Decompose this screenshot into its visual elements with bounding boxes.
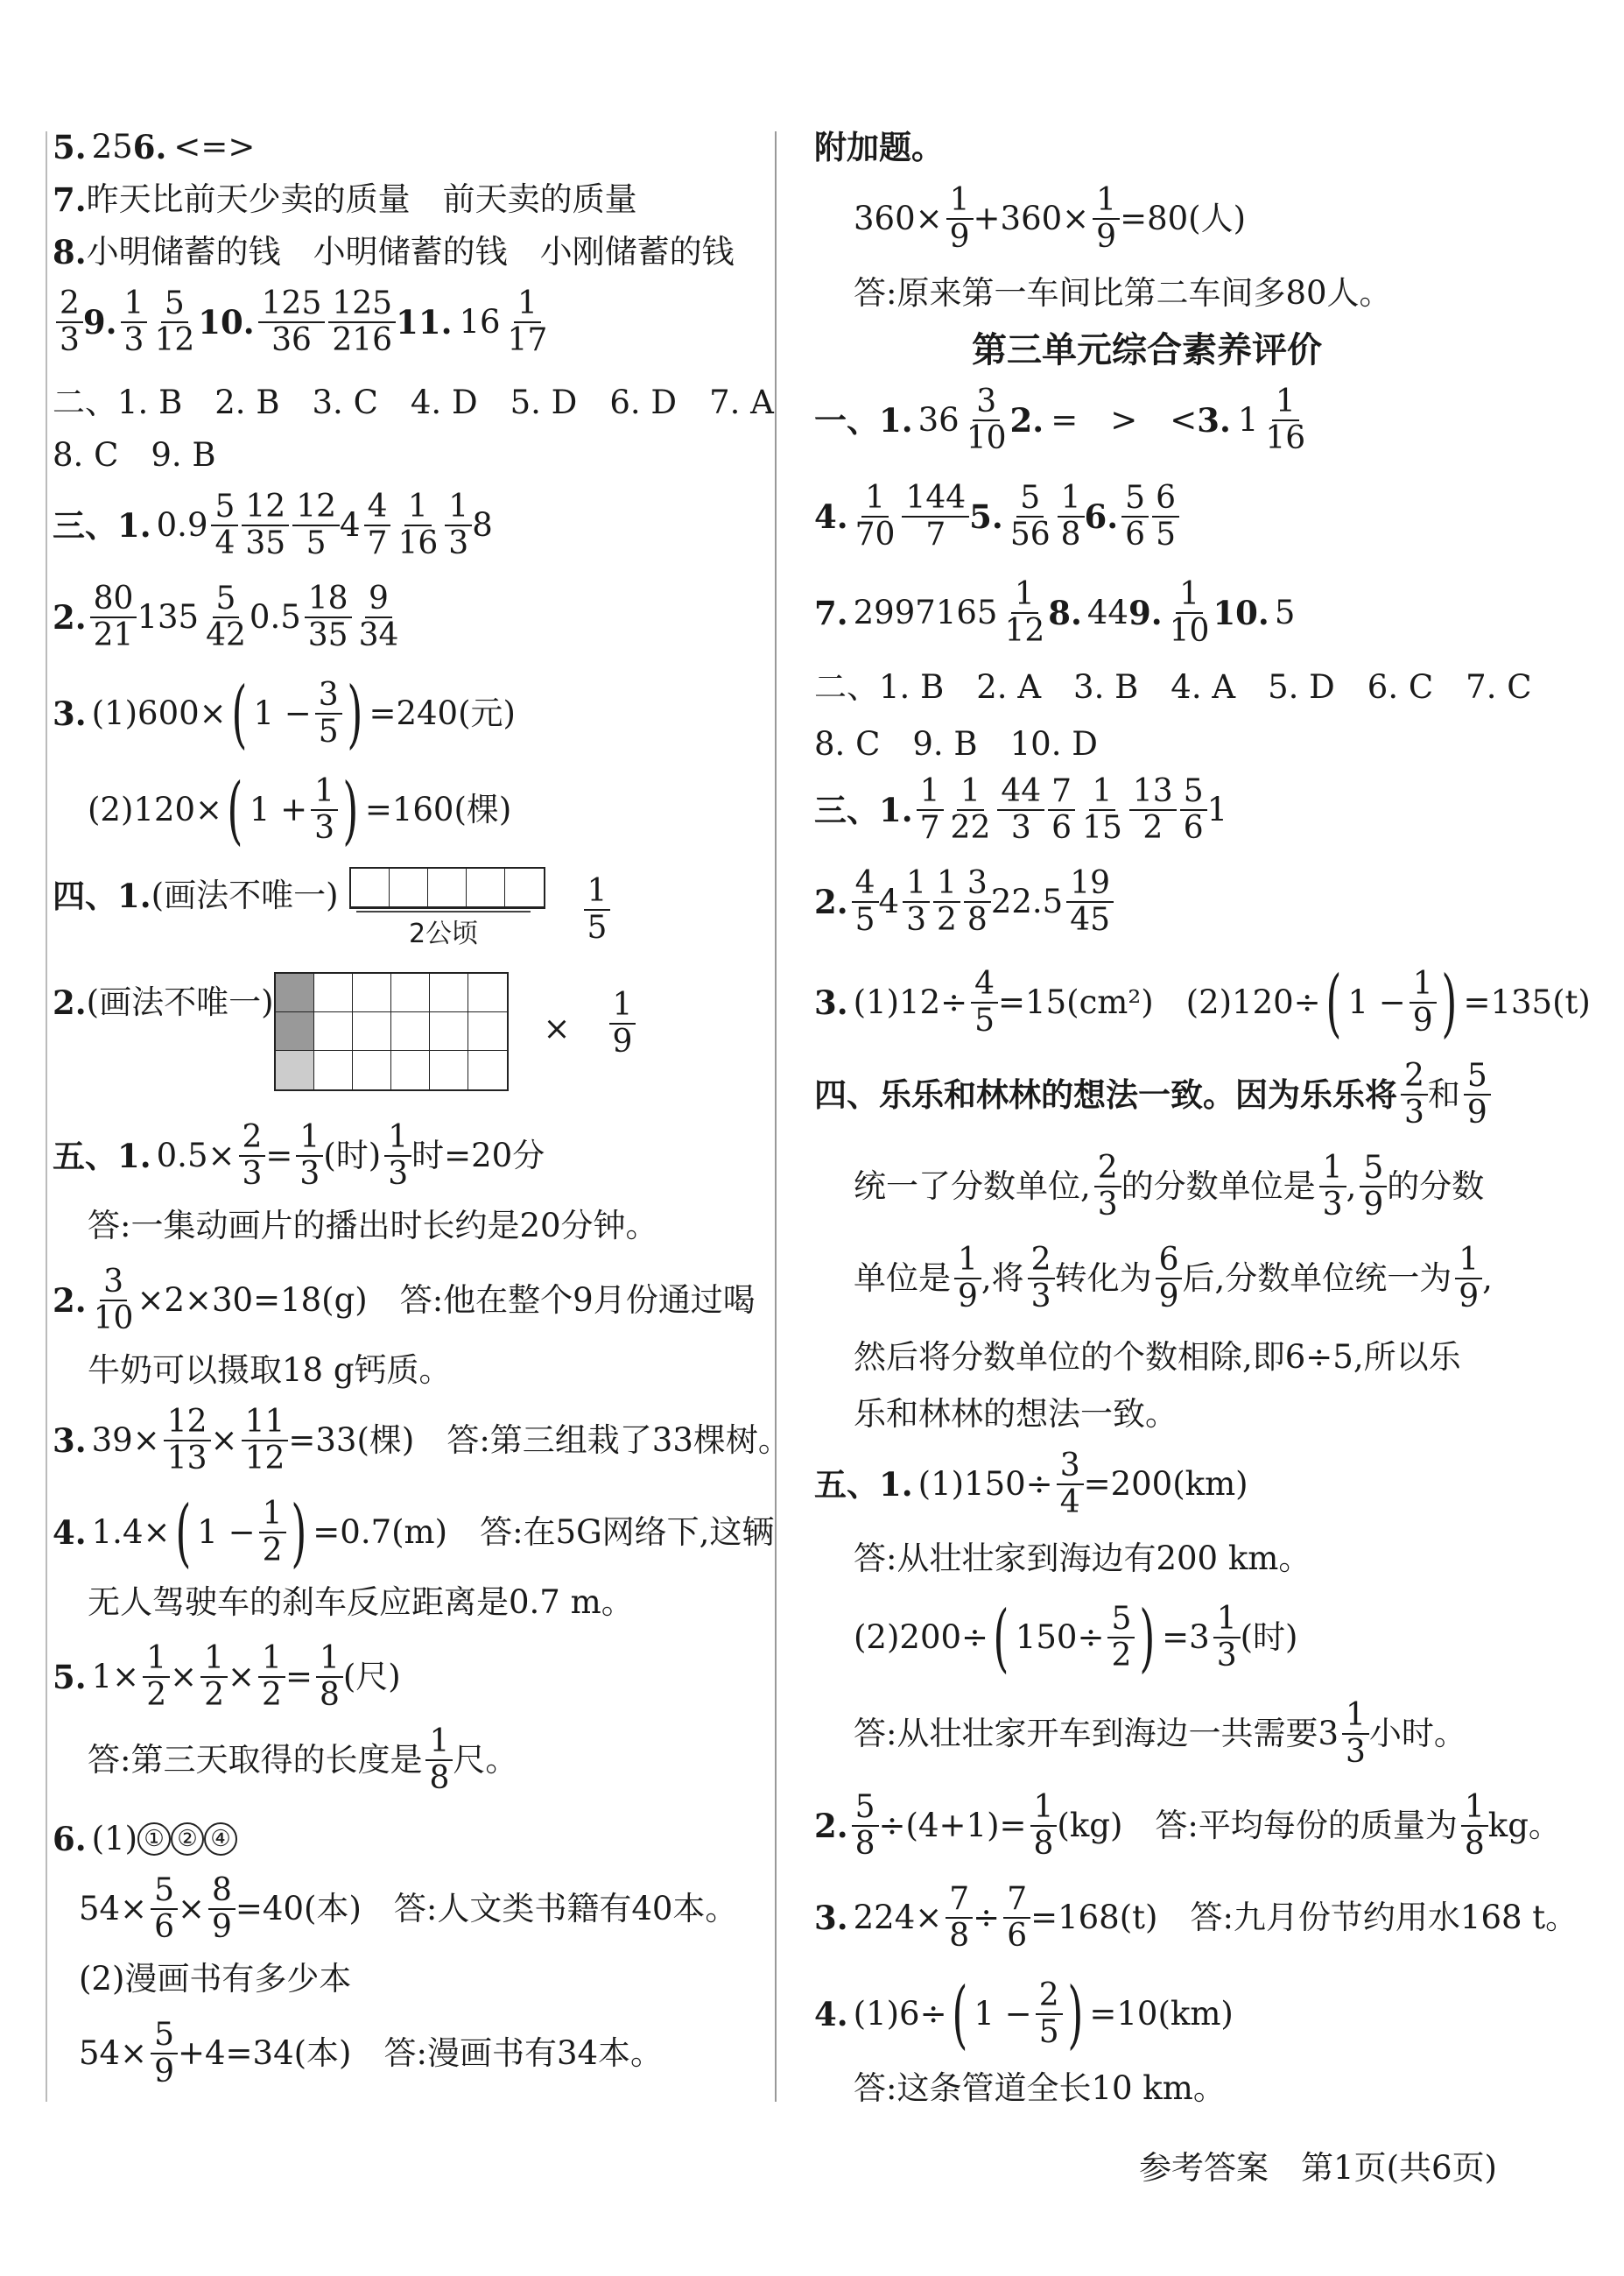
answer-text: 小明储蓄的钱 小明储蓄的钱 小刚储蓄的钱	[86, 233, 735, 271]
answer-text: <	[173, 128, 201, 166]
left-paren: (	[174, 1490, 191, 1575]
fraction: $\frac{3}{10}$	[966, 384, 1007, 456]
fraction: $\frac{1}{9}$	[1455, 1244, 1482, 1313]
fraction: $\frac{4}{5}$	[971, 969, 998, 1037]
answer-line	[814, 867, 1114, 937]
answer-text: (2)120×	[88, 791, 223, 828]
section-title-line	[972, 328, 1322, 372]
left-paren: (	[231, 671, 248, 757]
item-number: 2.	[53, 1281, 87, 1320]
fraction: $\frac{1}{15}$	[1082, 773, 1122, 846]
answer-line	[88, 1204, 658, 1248]
answer-text: 答:从壮壮家到海边有200 km。	[854, 1540, 1311, 1577]
item-number: 10.	[198, 303, 255, 342]
answer-line	[88, 1581, 634, 1624]
answer-line	[53, 381, 774, 425]
fraction: $\frac{1}{9}$	[1093, 185, 1120, 253]
fraction: $\frac{7}{6}$	[1048, 776, 1075, 844]
answer-text: +4=34(本) 答:漫画书有34本。	[178, 2034, 664, 2072]
right-paren: )	[1066, 1971, 1083, 2057]
fraction: $\frac{7}{8}$	[946, 1884, 973, 1952]
answer-line	[854, 184, 1246, 254]
answer-text: +360×	[973, 200, 1090, 237]
answer-line	[53, 1490, 775, 1575]
fraction: $\frac{5}{2}$	[1107, 1603, 1135, 1672]
answer-text: (1)600×	[91, 694, 227, 732]
answer-text: 22.5	[990, 883, 1064, 920]
whole-number: 4	[340, 506, 361, 544]
answer-text: 答:第三天取得的长度是	[88, 1741, 423, 1779]
answer-text: 1 −	[1347, 983, 1406, 1021]
answer-text: (1)150÷	[917, 1465, 1053, 1503]
item-number: 11.	[396, 303, 453, 342]
item-number: 2.	[814, 1807, 848, 1845]
unit-title: 第三单元综合素养评价	[972, 330, 1322, 370]
item-number: 10.	[1213, 594, 1269, 632]
answer-text: ×	[210, 1421, 238, 1459]
answer-text: 无人驾驶车的刹车反应距离是0.7 m。	[88, 1583, 634, 1621]
fraction: $\frac{5}{9}$	[1464, 1060, 1491, 1129]
answer-text: 牛奶可以摄取18 g钙质。	[88, 1351, 452, 1389]
fraction: $\frac{1}{16}$	[1265, 384, 1306, 456]
fraction: $\frac{144}{7}$	[902, 483, 969, 551]
fraction: $\frac{12}{5}$	[292, 491, 340, 560]
item-number: 3.	[814, 983, 848, 1022]
answer-text: 8	[472, 506, 493, 544]
answer-text: =15(cm²) (2)120÷	[998, 983, 1321, 1021]
answer-line	[53, 671, 516, 757]
answer-line	[814, 1060, 1491, 1130]
fraction: $\frac{13}{2}$	[1129, 776, 1177, 844]
item-number: 7.	[814, 594, 848, 632]
fraction: $\frac{1}{2}$	[933, 868, 960, 936]
fraction: $\frac{2}{5}$	[1036, 1980, 1063, 2048]
right-paren: )	[1139, 1595, 1156, 1681]
fraction: $\frac{5}{9}$	[151, 2019, 178, 2088]
answer-text: 39×	[91, 1421, 160, 1459]
answer-line	[79, 2019, 663, 2089]
answer-line	[53, 490, 493, 560]
answer-line	[53, 230, 735, 274]
answer-text: (画法不唯一)	[86, 983, 274, 1021]
answer-text: ÷(4+1)=	[878, 1807, 1027, 1844]
answer-text: (1)6÷	[853, 1995, 947, 2033]
fraction: $\frac{5}{6}$	[151, 1875, 178, 1943]
fraction: $\frac{1}{9}$	[1410, 969, 1437, 1037]
item-number: 2.	[53, 598, 87, 637]
answer-line	[854, 1699, 1466, 1769]
answer-line	[814, 1791, 1561, 1861]
answer-text: 13	[137, 598, 179, 636]
fraction: $\frac{1}{8}$	[1461, 1792, 1488, 1860]
answer-text: =168(t) 答:九月份节约用水168 t。	[1030, 1899, 1578, 1936]
circled-number: ②	[171, 1822, 204, 1856]
fraction: $\frac{12}{35}$	[242, 491, 289, 560]
item-number: 2.	[1009, 401, 1044, 440]
answer-text: ×	[170, 1658, 198, 1695]
fraction: $\frac{4}{5}$	[852, 868, 879, 936]
fraction: $\frac{8}{9}$	[208, 1875, 236, 1943]
item-number: 6.	[1084, 497, 1119, 536]
answer-line	[53, 867, 610, 955]
answer-text: 统一了分数单位,	[854, 1167, 1091, 1205]
fraction: $\frac{3}{4}$	[1057, 1450, 1084, 1519]
answer-line	[88, 767, 512, 853]
answer-text: =	[285, 1658, 313, 1695]
answer-text: 时=20分	[411, 1137, 545, 1174]
fraction: $\frac{9}{34}$	[358, 581, 399, 653]
fraction: $\frac{6}{5}$	[1152, 483, 1179, 551]
fraction: $\frac{1}{8}$	[425, 1726, 453, 1794]
answer-text: ,	[1346, 1167, 1357, 1205]
answer-text: 36	[917, 401, 960, 439]
fraction: $\frac{5}{9}$	[1360, 1152, 1387, 1221]
answer-line	[53, 972, 636, 1095]
fraction: $\frac{1}{3}$	[311, 776, 338, 844]
answer-text: =160(棵)	[364, 791, 512, 828]
right-paren: )	[342, 767, 359, 853]
fraction: $\frac{1}{9}$	[946, 185, 974, 253]
answer-text: =	[265, 1137, 293, 1174]
answer-line	[854, 271, 1392, 315]
item-number: 7.	[53, 180, 87, 219]
section-heading: 附加题。	[814, 128, 944, 166]
answer-text: (1)12÷	[853, 983, 968, 1021]
fraction: $\frac{1}{12}$	[1004, 576, 1045, 649]
answer-text: 54×	[79, 1890, 148, 1927]
fraction: $\frac{1}{3}$	[121, 288, 148, 356]
answer-text: =135(t)	[1463, 983, 1591, 1021]
item-number: 一、1.	[814, 401, 913, 440]
answer-text: =10(km)	[1089, 1995, 1234, 2033]
answer-text: (尺)	[342, 1658, 401, 1695]
item-number: 8.	[1048, 594, 1082, 632]
fraction: $\frac{80}{21}$	[90, 583, 137, 652]
item-number: 3.	[1197, 401, 1231, 440]
answer-text: 1 −	[197, 1513, 256, 1551]
fraction: $\frac{5}{6}$	[1180, 776, 1207, 844]
answer-text: 8. C 9. B	[53, 436, 216, 474]
answer-text: 0.9	[156, 506, 208, 544]
answer-text: 1 −	[253, 694, 312, 732]
answer-text: 224×	[853, 1899, 943, 1936]
answer-text: (2)漫画书有多少本	[79, 1960, 352, 1998]
fraction: $\frac{12}{13}$	[164, 1406, 211, 1475]
answer-text: =	[200, 128, 228, 166]
answer-text: (kg) 答:平均每份的质量为	[1057, 1807, 1458, 1844]
answer-text: 0.5	[249, 598, 301, 636]
answer-text: 1 −	[974, 1995, 1032, 2033]
answer-text: 小时。	[1368, 1715, 1466, 1752]
answer-text: ×	[228, 1658, 256, 1695]
answer-text: 和	[1427, 1075, 1460, 1113]
fraction: $\frac{2}{3}$	[56, 288, 83, 356]
item-number: 五、1.	[814, 1465, 913, 1504]
answer-text: 单位是	[854, 1259, 951, 1297]
answer-line	[53, 125, 255, 169]
fraction: $\frac{1}{2}$	[143, 1643, 170, 1711]
left-paren: (	[993, 1595, 1009, 1681]
answer-text: 乐和林林的想法一致。	[854, 1395, 1178, 1433]
fraction: $\frac{1}{7}$	[917, 776, 944, 844]
answer-line	[79, 1874, 737, 1944]
fraction: $\frac{5}{12}$	[154, 285, 195, 358]
left-paren: (	[1325, 960, 1342, 1046]
answer-text: 答:一集动画片的播出时长约是20分钟。	[88, 1207, 658, 1244]
item-number: 9.	[82, 303, 117, 342]
fraction: $\frac{2}{3}$	[1401, 1060, 1428, 1129]
answer-text: >	[228, 128, 256, 166]
answer-text: 1×	[91, 1658, 140, 1695]
answer-text: 165	[935, 594, 998, 631]
circled-number: ④	[204, 1822, 237, 1856]
strip-diagram	[342, 867, 545, 956]
answer-line	[814, 1883, 1578, 1953]
answer-text: (时)	[1240, 1618, 1298, 1656]
fraction: $\frac{2}{3}$	[1094, 1152, 1121, 1221]
answer-line	[53, 582, 402, 652]
item-number: 5.	[969, 497, 1003, 536]
answer-text: ×2×30=18(g) 答:他在整个9月份通过喝	[137, 1281, 756, 1319]
right-paren: )	[347, 671, 363, 757]
fraction: $\frac{1}{2}$	[259, 1498, 286, 1567]
fraction: $\frac{4}{7}$	[364, 491, 391, 560]
answer-text: 44	[1086, 594, 1128, 631]
fraction: $\frac{1}{3}$	[1213, 1603, 1241, 1672]
fraction: $\frac{2}{3}$	[239, 1122, 266, 1190]
answer-text: 二、1. B 2. B 3. C 4. D 5. D 6. D 7. A	[53, 384, 774, 421]
fraction: $\frac{1}{3}$	[296, 1122, 323, 1190]
fraction: $\frac{2}{3}$	[1028, 1244, 1055, 1313]
fraction: $\frac{1}{9}$	[954, 1244, 981, 1313]
answer-text: =3	[1162, 1618, 1210, 1656]
answer-text: 二、1. B 2. A 3. B 4. A 5. D 6. C 7. C	[814, 668, 1532, 706]
item-number: 9.	[1128, 594, 1163, 632]
answer-text: 150÷	[1015, 1618, 1105, 1656]
answer-text: =80(人)	[1120, 200, 1247, 237]
fraction: $\frac{11}{12}$	[242, 1406, 289, 1475]
fraction: $\frac{125}{216}$	[328, 288, 396, 356]
answer-line	[854, 1335, 1461, 1379]
strip-label: 2公顷	[356, 911, 531, 956]
answer-text: 54×	[79, 2034, 148, 2072]
answer-line	[814, 960, 1591, 1046]
answer-text: 2997	[853, 594, 936, 631]
fraction: $\frac{5}{42}$	[206, 581, 246, 653]
fraction: $\frac{1}{70}$	[854, 480, 896, 553]
answer-text: 1 +	[249, 791, 308, 828]
item-number: 6.	[132, 128, 167, 166]
fraction: $\frac{1}{3}$	[1319, 1152, 1346, 1221]
answer-text: 1.4×	[91, 1513, 171, 1551]
answer-line	[53, 1642, 401, 1712]
answer-line	[79, 1957, 351, 2001]
answer-text: 答:这条管道全长10 km。	[854, 2069, 1226, 2107]
answer-line	[854, 1392, 1178, 1436]
fraction: $\frac{5}{8}$	[852, 1792, 879, 1860]
answer-text: 答:原来第一车间比第二车间多80人。	[854, 274, 1392, 312]
item-number: 三、1.	[53, 506, 151, 545]
answer-text: 后,分数单位统一为	[1182, 1259, 1452, 1297]
fraction: $\frac{1}{10}$	[1169, 576, 1210, 649]
answer-line	[814, 722, 1098, 766]
answer-line	[53, 433, 216, 477]
item-number: 2.	[814, 883, 848, 921]
answer-line	[88, 1725, 517, 1795]
item-number: 3.	[814, 1899, 848, 1937]
answer-text: =0.7(m) 答:在5G网络下,这辆	[313, 1513, 775, 1551]
fraction: $\frac{44}{3}$	[997, 776, 1044, 844]
answer-text: ÷	[973, 1899, 1001, 1936]
answer-line	[814, 666, 1532, 709]
answer-text: 的分数单位是	[1121, 1167, 1316, 1205]
answer-text: =200(km)	[1083, 1465, 1248, 1503]
circled-number: ①	[137, 1822, 171, 1856]
answer-text: 转化为	[1054, 1259, 1152, 1297]
answer-text: ,	[1482, 1259, 1493, 1297]
fraction: $\frac{1}{5}$	[584, 876, 611, 944]
answer-line	[814, 125, 944, 169]
shaded-grid	[274, 972, 509, 1091]
fraction: $\frac{1}{16}$	[397, 489, 439, 561]
fraction: $\frac{1}{3}$	[445, 491, 472, 560]
answer-line	[53, 287, 551, 357]
fraction: $\frac{1}{8}$	[316, 1643, 343, 1711]
answer-line	[854, 1537, 1311, 1581]
fraction: $\frac{5}{6}$	[1121, 483, 1149, 551]
answer-text: =40(本) 答:人文类书籍有40本。	[235, 1890, 738, 1927]
answer-text: =240(元)	[369, 694, 516, 732]
item-number: 五、1.	[53, 1137, 151, 1175]
answer-text: 16	[459, 303, 501, 341]
whole-number: 5	[178, 598, 200, 636]
item-number: 四、1.	[53, 877, 151, 915]
right-paren: )	[290, 1490, 306, 1575]
item-number: 三、1.	[814, 791, 913, 829]
answer-line	[88, 1349, 452, 1392]
answer-line	[854, 1244, 1493, 1314]
item-number: 8.	[53, 233, 87, 271]
answer-text: ×	[543, 1010, 571, 1047]
item-number: 5.	[53, 128, 87, 166]
answer-line	[814, 385, 1309, 455]
item-number: 4.	[814, 1995, 848, 2033]
answer-text: (2)200÷	[854, 1618, 989, 1656]
answer-text: =33(棵) 答:第三组栽了33棵树。	[288, 1421, 791, 1459]
answer-line	[814, 775, 1227, 845]
fraction: $\frac{5}{56}$	[1009, 480, 1051, 553]
fraction: $\frac{1}{3}$	[903, 868, 930, 936]
fraction: $\frac{125}{36}$	[258, 288, 326, 356]
item-number: 6.	[53, 1820, 87, 1858]
answer-text: 尺。	[453, 1741, 518, 1779]
answer-text: 然后将分数单位的个数相除,即6÷5,所以乐	[854, 1338, 1461, 1376]
left-paren: (	[227, 767, 243, 853]
fraction: $\frac{3}{10}$	[93, 1264, 134, 1336]
answer-text: 25	[91, 128, 133, 166]
answer-line	[53, 1265, 756, 1335]
answer-text: (1)	[91, 1820, 138, 1857]
answer-line	[814, 578, 1295, 648]
fraction: $\frac{6}{9}$	[1156, 1244, 1183, 1313]
answer-text: 360×	[854, 200, 943, 237]
item-number: 5.	[53, 1658, 87, 1696]
item-number: 3.	[53, 1421, 87, 1460]
fraction: $\frac{1}{3}$	[384, 1122, 411, 1190]
fraction: $\frac{1}{8}$	[1058, 483, 1085, 551]
answer-line	[53, 1406, 791, 1476]
column-divider	[775, 131, 777, 2102]
fraction: $\frac{19}{45}$	[1066, 868, 1114, 936]
fraction: $\frac{1}{2}$	[200, 1643, 228, 1711]
left-margin-line	[46, 131, 47, 2102]
answer-line	[814, 1971, 1234, 2057]
fraction: $\frac{3}{8}$	[964, 868, 991, 936]
answer-line	[814, 482, 1179, 552]
answer-text: (时)	[323, 1137, 382, 1174]
answer-text: 1	[1237, 401, 1259, 439]
item-number: 4.	[53, 1513, 87, 1552]
fraction: $\frac{1}{3}$	[1342, 1700, 1369, 1768]
answer-line	[814, 1449, 1248, 1519]
answer-text: 0.5×	[156, 1137, 236, 1174]
answer-text: 答:从壮壮家开车到海边一共需要3	[854, 1715, 1339, 1752]
fraction: $\frac{5}{4}$	[211, 491, 238, 560]
answer-text: 8. C 9. B 10. D	[814, 725, 1098, 763]
whole-number: 4	[878, 883, 900, 920]
answer-text: 昨天比前天少卖的质量 前天卖的质量	[86, 180, 637, 218]
fraction: $\frac{7}{6}$	[1003, 1884, 1030, 1952]
answer-text: (画法不唯一)	[151, 877, 339, 914]
answer-text: ×	[178, 1890, 206, 1927]
answer-text: = > <	[1051, 401, 1198, 439]
item-number: 3.	[53, 694, 87, 733]
answer-line	[854, 2067, 1226, 2110]
answer-text: 1	[1206, 791, 1228, 828]
fraction: $\frac{18}{35}$	[305, 583, 352, 652]
fraction: $\frac{1}{8}$	[1030, 1792, 1058, 1860]
page-footer: 参考答案 第1页(共6页)	[1139, 2149, 1497, 2187]
strip-grid	[349, 867, 545, 909]
answer-text: kg。	[1487, 1807, 1561, 1844]
right-paren: )	[1441, 960, 1458, 1046]
item-number: 4.	[814, 497, 848, 536]
answer-line	[854, 1152, 1484, 1222]
fraction: $\frac{1}{2}$	[258, 1643, 285, 1711]
answer-line	[53, 178, 637, 222]
fraction: $\frac{3}{5}$	[315, 680, 342, 748]
answer-line	[53, 1817, 237, 1861]
answer-line	[854, 1595, 1298, 1681]
fraction: $\frac{1}{22}$	[950, 773, 991, 846]
fraction: $\frac{1}{17}$	[507, 285, 548, 358]
answer-text: 四、乐乐和林林的想法一致。因为乐乐将	[814, 1075, 1397, 1114]
answer-text: 5	[1274, 594, 1296, 631]
left-paren: (	[951, 1971, 967, 2057]
fraction: $\frac{1}{9}$	[609, 990, 636, 1058]
item-number: 2.	[53, 983, 87, 1022]
answer-text: ,将	[981, 1259, 1024, 1297]
answer-line	[53, 1121, 545, 1191]
answer-text: 的分数	[1387, 1167, 1485, 1205]
